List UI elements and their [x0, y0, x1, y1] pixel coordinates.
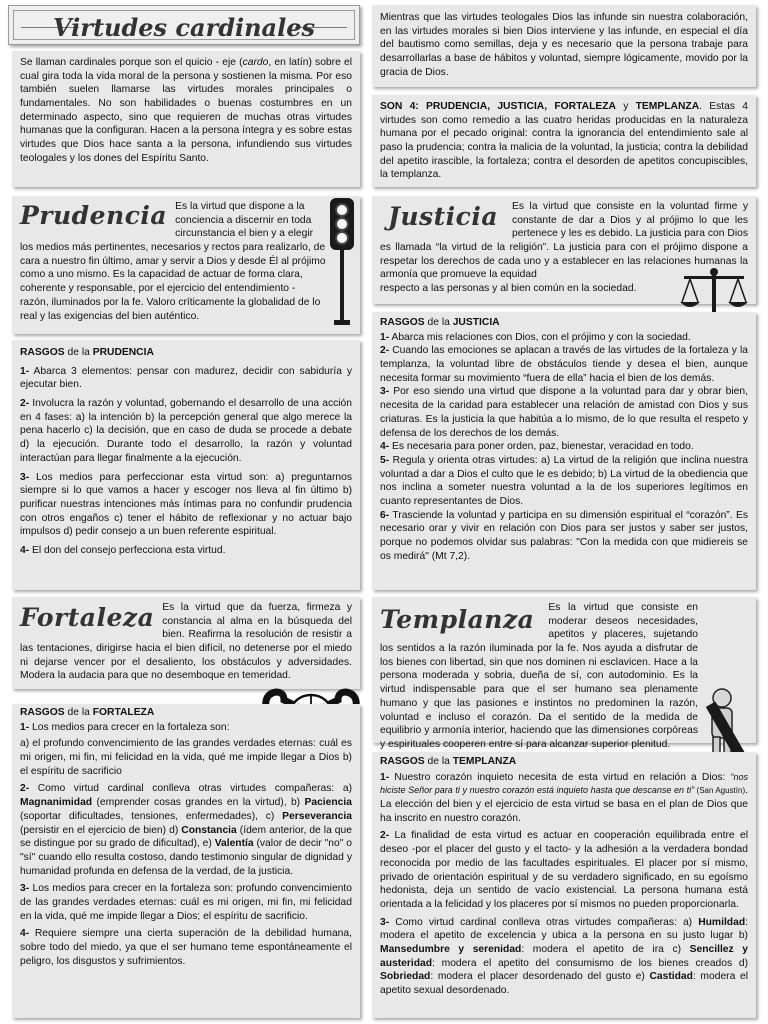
item-text: Cuando las emociones se aplacan a través de las virtudes de la fortaleza y la templanza, la voluntad libre de obstáculos tiende y desea el bien, aunque necesita formar su movimiento “fuera de ella” hacia el bien de los demás. [380, 345, 748, 384]
item-number: 1- [380, 771, 390, 783]
fortaleza-text: Es la virtud que da fuerza, firmeza y constancia al alma en la búsqueda del bien. Reafirma la resolución de resistir a las tentaciones, dirigirse hacia el bien difícil, no detenerse por el miedo ni dejarse vencer por el desaliento, los obstáculos y adversidades. Modera la audacia para que no desemboque en temeridad. [20, 602, 352, 682]
list-item [380, 916, 748, 998]
virtue-name: Sobriedad [380, 971, 431, 983]
item-text: Involucra la razón y voluntad, gobernando el desarrollo de una acción en 4 fases: a) la intención b) la percepción general que algo merece la pena hacerlo c) la decisión, que en caso de duda se procede a debate d) la ejecución. Durante todo el desarrollo, la razón y voluntad interactúan para llegar finalmente a la ejecución. [20, 398, 352, 464]
title-banner [8, 5, 360, 45]
item-number: 3- [380, 386, 390, 398]
list-item [380, 344, 748, 385]
item-number: 3- [20, 471, 30, 483]
templanza-rasgos-name: TEMPLANZA [452, 756, 517, 767]
templanza-rasgos-label: RASGOS [380, 756, 425, 767]
justicia-text: Es la virtud que consiste en la voluntad firme y constante de dar a Dios y al prójimo lo que les pertenece y les es debido. La justicia para con Dios es llamada “la virtud de la religión”. La justicia para con el prójimo dispone a respetar los derechos de cada uno y a establecer en las relaciones humanas la armonía que promueve la equidad [380, 201, 748, 281]
item-text: . La elección del bien y el ejercicio de esta virtud se basa en el plan de Dios que ha inscrito en nuestro corazón. [380, 785, 748, 824]
list-item [20, 782, 352, 878]
item-text: : modera el apetito del consumismo de los bienes creados d) [432, 957, 748, 969]
item-text: Abarca mis relaciones con Dios, con el prójimo y con la sociedad. [389, 331, 691, 343]
prudencia-rasgos-label: RASGOS [20, 347, 65, 358]
item-text: (ídem anterior, de la que se distingue por su grado de dificultad), e) [20, 824, 352, 850]
list-item [380, 440, 748, 454]
quote-source: (San Agustín) [694, 786, 746, 796]
intro-text: Se llaman cardinales porque son el quicio - eje ( [20, 57, 243, 68]
item-number: 4- [20, 544, 30, 556]
teologales-box [372, 5, 756, 87]
templanza-box [372, 597, 756, 750]
prudencia-text: Es la virtud que dispone a la conciencia a discernir en toda circunstancia el bien y a elegir los medios más pertinentes, necesarios y rectos para realizarlo, de cara a nuestro fin último, amar y servir a Dios y desde Él al prójimo como a uno mismo. Es la capacidad de actuar de forma clara, coherente y responsable, por el ejercicio del entendimiento - razón, iluminados por la fe. Valoro críticamente la globalidad de lo real y las exigencias del bien auténtico. [20, 201, 326, 322]
son4-y: y [615, 101, 636, 112]
item-number: 4- [20, 928, 30, 940]
son4-heading-last: TEMPLANZA [635, 101, 700, 112]
justicia-rasgos-name: JUSTICIA [452, 317, 500, 328]
item-text: : modera el apetito de excelencia y ubica a la persona en su justo lugar b) [380, 916, 748, 942]
item-text: Los medios para perfeccionar esta virtud son: a) preguntarnos siempre si lo que vamos a hacer y escoger nos lleva al fin último b) purificar nuestras intenciones más íntimas para no confundir prudencia con otros engaños c) tener el hábito de reflexionar y no actuar bajo impulsos d) pedir consejo a un buen referente espiritual. [20, 471, 352, 538]
intro-box [12, 51, 360, 187]
justicia-rasgos-de: de la [424, 317, 453, 328]
item-number: 5- [380, 454, 390, 466]
item-text: : modera el apetito de ira c) [521, 943, 690, 955]
virtue-name: Magnanimidad [20, 797, 93, 809]
item-number: 3- [380, 916, 390, 928]
item-text: Como virtud cardinal conlleva otras virtudes compañeras: a) [389, 916, 699, 928]
traffic-light-icon [326, 196, 358, 328]
item-number: 1- [20, 365, 30, 377]
item-text: Regula y orienta otras virtudes: a) La virtud de la religión que inclina nuestra voluntad a dar a Dios el culto que le es debido; b) La virtud de la obediencia que nos inclina a someter nuestra voluntad a la de los superiores legítimos en cuanto representantes de Dios. [380, 454, 748, 507]
son4-heading: SON 4: PRUDENCIA, JUSTICIA, FORTALEZA [380, 101, 616, 112]
prudencia-rasgos-de: de la [64, 347, 93, 358]
fortaleza-box [12, 597, 360, 689]
item-number: 2- [20, 783, 30, 795]
list-item [380, 509, 748, 564]
item-text: Los medios para crecer en la fortaleza son: profundo convencimiento de las grandes verdades eternas: cuál es mi origen, mi fin, mi felicidad en la vida, qué me impide llegar a Dios; el espíritu de sacrificio. [20, 883, 352, 922]
item-text: : modera el apetito sexual desordenado. [380, 971, 748, 996]
list-item [20, 365, 352, 392]
virtue-name: Constancia [181, 824, 237, 836]
templanza-rasgos-de: de la [424, 756, 453, 767]
prudencia-box [12, 196, 360, 334]
templanza-text: Es la virtud que consiste en moderar deseos necesidades, apetitos y placeres, sujetando los sentidos a la razón iluminada por la fe. Nos ayuda a disfrutar de los bienes con libertad, sin que nos dominen ni esclavicen. Hace a la persona moderada y sobria, dueña de sí, con autodominio. Es la virtud indispensable para que el ser humano sea plenamente humano y que las pasiones e instintos no predominen la razón, voluntad e incluso el corazón. Da el sentido de la medida de equilibrio y armonía interior, haciendo que las dimensiones corpóreas y espirituales cooperen entre sí para alcanzar superior plenitud. [380, 602, 698, 750]
virtue-name: Mansedumbre y serenidad [380, 943, 522, 955]
prudencia-title: Prudencia [20, 201, 168, 230]
item-number: 2- [20, 398, 30, 410]
fortaleza-rasgos-de: de la [64, 707, 93, 718]
list-item [20, 397, 352, 465]
virtue-name: Valentía [214, 838, 254, 850]
justicia-rasgos-label: RASGOS [380, 317, 425, 328]
templanza-rasgos-box [372, 752, 756, 1018]
page-title: Virtudes cardinales [52, 13, 316, 42]
item-text: (soportar dificultades, tensiones, enfermedades), c) [20, 810, 283, 822]
item-text: Trasciende la voluntad y participa en su dimensión espiritual el “corazón”. Es necesario orar y vivir en relación con Dios para ser justos y saber ser justos, porque no podemos olvidar sus palabras: "Con la medida con que midiereis se os medirá" (Mt 7,2). [380, 509, 748, 562]
item-number: 1- [20, 721, 30, 733]
prudencia-rasgos-name: PRUDENCIA [92, 347, 154, 358]
list-item [380, 331, 748, 345]
intro-text-rest: , en latín) sobre el cual gira toda la vida moral de la persona y sostienen la misma. Por eso también suelen llamarse las virtudes morales principales o fundamentales. No son habilidades o buenas costumbres en un determinado aspecto, sino que requieren de muchas otras virtudes humanas que la configuran. Hacen a la persona íntegra y es sobre estas virtudes que Dios hace santa a la persona, infundiendo sus virtudes teologales y los dones del Espíritu Santo. [20, 57, 352, 164]
item-text: (persistir en el ejercicio de bien) d) [20, 824, 182, 836]
fortaleza-rasgos-label: RASGOS [20, 707, 65, 718]
virtue-name: Perseverancia [282, 810, 352, 822]
virtue-name: Sencillez y austeridad [380, 943, 748, 969]
fortaleza-rasgos-box [12, 704, 360, 1018]
item-text: (valor de decir "no" o "sí" cuando ello resulta costoso, dando testimonio singular de dignidad y humanidad profunda en defensa de la verdad, de la justicia. [20, 838, 352, 877]
virtue-name: Paciencia [304, 797, 352, 809]
item-text: Es necesaria para poner orden, paz, bienestar, veracidad en todo. [389, 441, 694, 453]
item-text: Requiere siempre una cierta superación de la debilidad humana, sobre todo del miedo, ya que el ser humano teme espontáneamente el peligro, los disgustos y sufrimientos. [20, 928, 352, 967]
item-number: 4- [380, 441, 390, 453]
item-number: 1- [380, 331, 390, 343]
item-text: a) el profundo convencimiento de las grandes verdades eternas: cuál es mi origen, mi fin, mi felicidad en la vida, qué me impide llegar a Dios b) el espíritu de sacrificio [20, 738, 352, 777]
augustine-quote: “nos hiciste Señor para ti y nuestro corazón está inquieto hasta que descanse en ti” [380, 771, 748, 796]
justicia-rasgos-box [372, 312, 756, 590]
fortaleza-title: Fortaleza [20, 603, 155, 632]
son4-box [372, 95, 756, 187]
justicia-title: Justicia [388, 202, 499, 231]
list-item [20, 721, 352, 735]
list-item [380, 385, 748, 440]
list-item [20, 882, 352, 923]
list-item [380, 454, 748, 509]
virtue-name: Humildad [698, 916, 746, 928]
fortaleza-rasgos-name: FORTALEZA [92, 707, 155, 718]
item-number: 3- [20, 883, 30, 895]
item-number: 2- [380, 830, 390, 842]
list-item [20, 544, 352, 558]
list-item [20, 471, 352, 539]
item-text: (emprender cosas grandes en la virtud), b) [92, 797, 305, 809]
list-item [20, 927, 352, 968]
templanza-title: Templanza [380, 605, 535, 634]
prudencia-rasgos-box [12, 340, 360, 590]
item-text: : modera el placer desordenado del gusto e) [430, 971, 650, 983]
teologales-text: Mientras que las virtudes teologales Dios las infunde sin nuestra colaboración, en las virtudes morales si bien Dios interviene y las infunde, en especial el día del bautismo como semillas, deja y es necesario que la persona trabaje para desarrollarlas a base de hábitos y voluntad, siempre lógicamente, movido por la gracia de Dios. [380, 12, 748, 78]
list-item [20, 737, 352, 778]
justicia-text-end: respecto a las personas y al bien común en la sociedad. [380, 283, 637, 295]
item-text: Abarca 3 elementos: pensar con madurez, decidir con sabiduría y ejecutar bien. [20, 365, 352, 391]
item-text: La finalidad de esta virtud es actuar en cooperación equilibrada entre el deseo -por el placer del gusto y el tacto- y la adhesión a la verdadera bondad reconocida por medio de las facultades espirituales. El placer por sí mismo, privado de orientación espiritual y de su verdadero significado, en su egoísmo hedonista, deja un sentido de vacío existencial. La persona humana está orientada a la felicidad y los placeres por sí mismos no pueden proporcionarla. [380, 830, 748, 910]
item-text: Como virtud cardinal conlleva otras virtudes compañeras: a) [29, 783, 352, 795]
item-text: Por eso siendo una virtud que dispone a la voluntad para dar y obrar bien, necesita de la caridad para establecer una relación de amistad con Dios y sus criaturas. Es la justicia la que habitúa a lo mismo, de lo que resulta el respeto y defensa de los derechos de los demás. [380, 386, 748, 439]
intro-cardo: cardo [242, 57, 269, 68]
son4-text: . Estas 4 virtudes son como remedio a las cuatro heridas producidas en la naturaleza humana por el pecado original: contra la ignorancia del entendimiento sale al paso la prudencia; contra la malicia de la voluntad, la justicia; contra la debilidad del apetito irascible, la fortaleza; contra el desorden de apetitos concupiscibles, la templanza. [380, 101, 749, 181]
list-item [380, 829, 748, 911]
item-text: Los medios para crecer en la fortaleza son: [29, 721, 230, 733]
list-item [380, 771, 748, 826]
item-text: Nuestro corazón inquieto necesita de esta virtud en relación a Dios: [389, 771, 731, 783]
virtue-name: Castidad [649, 971, 693, 983]
item-number: 6- [380, 509, 390, 521]
item-text: El don del consejo perfecciona esta virtud. [29, 544, 226, 556]
item-number: 2- [380, 345, 390, 357]
